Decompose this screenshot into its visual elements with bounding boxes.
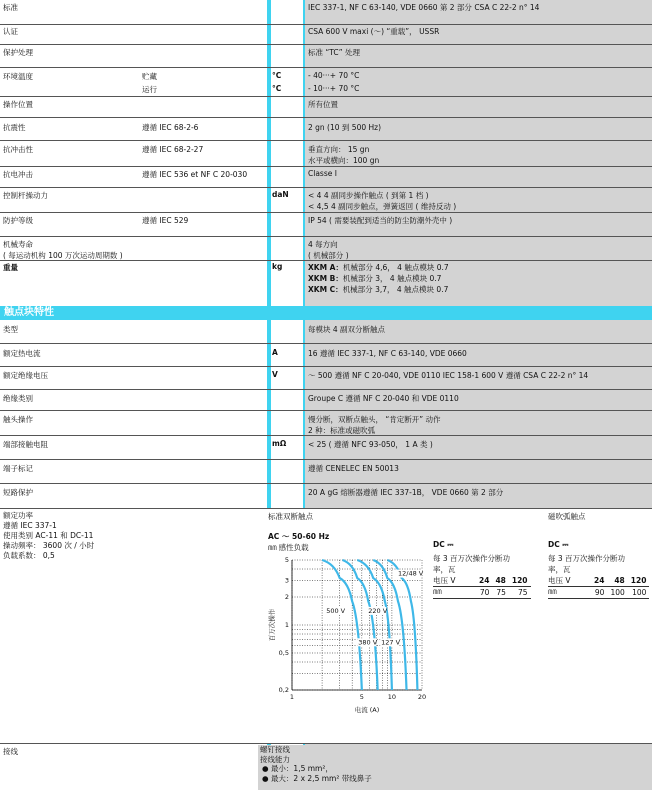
unit-insulation-voltage: V [272,370,278,379]
label-type: 类型 [3,325,18,334]
rated-power-line: 使用类别 AC-11 和 DC-11 [3,531,94,540]
dc-hdr: 电压 V [433,576,456,585]
unit-contact-resistance: mΩ [272,439,287,448]
value-contact-operation-1: 慢分断，双断点触头， “肯定断开” 动作 [308,415,441,424]
dc-watt: 100 [610,588,625,597]
dc-watt: 75 [517,588,528,597]
label-position: 操作位置 [3,100,33,109]
x-tick-label: 1 [289,693,295,701]
label-insulation-class: 绝缘类别 [3,394,33,403]
value-storage: - 40···+ 70 °C [308,71,360,80]
dc-watt: 70 [479,588,490,597]
y-tick-label: 0,5 [278,648,289,657]
row-divider [0,236,652,237]
y-tick-label: 5 [284,556,289,564]
dc-std-block [433,540,531,599]
wiring-min-text: 最小：1,5 mm²， [270,764,333,773]
curve-annotation: 12/48 V [397,569,424,578]
value-protection: 标准 “TC” 处理 [308,48,361,57]
label-wiring: 接线 [3,747,18,756]
x-tick-label: 10 [387,693,397,701]
label-contact-resistance: 端部接触电阻 [3,440,48,449]
label-protection: 保护处理 [3,48,33,57]
label-insulation-voltage: 额定绝缘电压 [3,371,48,380]
inductive-load-icon: ᗰᗰ [268,545,279,552]
y-tick-label: 1 [284,621,289,629]
value-short-circuit: 20 A gG 熔断器遵循 IEC 337-1B， VDE 0660 第 2 部分 [308,488,504,497]
row-divider [0,343,652,344]
value-certification: CSA 600 V maxi (〜) “重载”， USSR [308,27,440,36]
section-title-contact: 触点块特性 [0,306,652,320]
value-mech-life-2: ( 机械部分 ) [308,251,349,260]
inductive-load-icon: ᗰᗰ [433,588,442,596]
x-axis-label: 电流 (A) [354,706,380,714]
table-row [548,587,649,599]
row-divider [0,743,652,744]
value-lever-force-1: < 4 4 副同步操作触点 ( 到第 1 档 ) [308,191,429,200]
value-electric-shock: Classe I [308,169,337,178]
label-certification: 认证 [3,27,18,36]
unit-thermal-current: A [272,348,278,357]
label-mech-life: 机械寿命 [3,240,33,249]
dc-voltage: 24 [479,576,490,585]
row-divider [0,67,652,68]
rated-power-line: 遵循 IEC 337-1 [3,521,57,530]
inductive-load-icon: ᗰᗰ [548,588,557,596]
label-contact-operation: 触头操作 [3,415,33,424]
dc-watt: 100 [632,588,647,597]
value-insulation-class: Groupe C 遵循 NF C 20-040 和 VDE 0110 [308,394,459,403]
life-chart [262,552,434,720]
value-shock-horizontal: 水平或横向：100 gn [308,156,380,165]
row-divider [0,483,652,484]
dc-mag-desc2: 率，瓦 [548,565,571,574]
mag-contact-title: 磁吹弧触点 [548,512,586,521]
row-divider [0,212,652,213]
label-vibration: 抗震性 [3,123,26,132]
label-mech-life-2: ( 每运动机构 100 万次运动周期数 ) [3,251,123,260]
row-divider [0,117,652,118]
y-axis-label: 百万次操作 [268,608,276,642]
label-lever-force: 控制杆操动力 [3,191,48,200]
weight-model: XKM B： [308,274,343,283]
wiring-max-text: 最大：2 x 2,5 mm² 带线鼻子 [270,773,372,783]
curve-annotation: 500 V [326,606,346,615]
unit-lever-force: daN [272,190,289,199]
rated-power-line: 负载系数： 0,5 [3,551,55,560]
row-divider [0,166,652,167]
value-insulation-voltage: 〜 500 遵循 NF C 20-040, VDE 0110 IEC 158-1 600 V 遵循 CSA C 22-2 n° 14 [308,371,589,380]
row-divider [0,508,652,509]
weight-text: 机械部分 3， 4 触点模块 0.7 [342,274,442,283]
dc-watt: 75 [496,588,506,597]
bullet-icon: ● [262,764,271,773]
value-shock-vertical: 垂直方向： 15 gn [308,145,370,154]
weight-model: XKM A： [308,263,343,272]
dc-hdr: 电压 V [548,576,571,585]
wiring-title: 螺钉接线 [260,745,290,754]
dc-voltage: 24 [594,576,605,585]
label-standard: 标准 [3,3,18,12]
value-position: 所有位置 [308,100,338,109]
label-electric-shock: 抗电冲击 [3,170,33,179]
dc-voltage: 120 [511,576,528,585]
label-thermal-current: 额定热电流 [3,349,41,358]
y-tick-label: 3 [284,576,289,585]
weight-model: XKM C： [308,285,343,294]
value-standard: IEC 337-1, NF C 63-140, VDE 0660 第 2 部分 CSA C 22-2 n° 14 [308,3,540,12]
table-row [433,587,531,599]
dc-voltage: 48 [614,576,625,585]
curve-annotation: 127 V [381,638,401,647]
x-tick-label: 5 [359,693,364,701]
weight-text: 机械部分 4,6， 4 触点模块 0.7 [342,263,449,272]
value-type: 每模块 4 副双分断触点 [308,325,386,334]
dc-mag-block [548,540,649,599]
wiring-max [258,774,652,784]
rated-power-line: 操动频率： 3600 次 / 小时 [3,541,95,550]
dc-std-desc1: 每 3 百万次操作分断功 [433,554,511,563]
value-vibration: 2 gn (10 到 500 Hz) [308,123,381,132]
unit-operation: °C [272,84,282,93]
wiring-block [258,745,652,790]
ac-subtitle-text: 感性负载 [278,543,309,552]
value-contact-operation-2: 2 种：标准或磁吹弧 [308,426,376,435]
value-thermal-current: 16 遵循 IEC 337-1, NF C 63-140, VDE 0660 [308,349,467,358]
cyan-divider-2 [267,320,271,508]
label-weight: 重量 [3,263,18,272]
row-divider [0,44,652,45]
weight-xkm-b [308,273,441,284]
std-contact-title: 标准双断触点 [268,512,313,521]
y-tick-label: 2 [284,593,289,602]
label-short-circuit: 短路保护 [3,488,33,497]
sub-storage: 贮藏 [142,72,157,81]
row-divider [0,389,652,390]
weight-text: 机械部分 3,7， 4 触点模块 0.7 [342,285,449,294]
value-contact-resistance: < 25 ( 遵循 NFC 93-050， 1 A 类 ) [308,440,433,449]
dc-std-table [433,575,531,599]
sub-operation: 运行 [142,85,157,94]
dc-mag-desc1: 每 3 百万次操作分断功 [548,554,626,563]
sub-ip-rating: 遵循 IEC 529 [142,216,189,225]
label-shock: 抗冲击性 [3,145,33,154]
ac-title: AC 〜 50-60 Hz [268,532,330,541]
sub-shock: 遵循 IEC 68-2-27 [142,145,204,154]
curve-annotation: 380 V [358,638,378,647]
row-divider [0,187,652,188]
table-row [433,575,531,587]
wiring-min [258,764,652,774]
curve-annotation: 220 V [368,606,388,615]
bullet-icon: ● [262,773,271,783]
label-ambient-temp: 环境温度 [3,72,33,81]
value-mech-life-1: 4 每方向 [308,240,338,249]
sub-electric-shock: 遵循 IEC 536 et NF C 20-030 [142,170,248,179]
dc-watt: 90 [594,588,605,597]
wiring-sub: 接线能力 [260,754,290,764]
value-lever-force-2: < 4,5 4 副同步触点，弹簧返回 ( 维持反动 ) [308,202,457,211]
dc-mag-title: DC ⎓ [548,540,569,549]
unit-weight: kg [272,262,283,271]
dc-voltage: 120 [630,576,647,585]
dc-std-desc2: 率，瓦 [433,565,456,574]
value-terminal-marking: 遵循 CENELEC EN 50013 [308,464,399,473]
cyan-divider-b2 [303,320,305,508]
dc-mag-table [548,575,649,599]
label-ip-rating: 防护等级 [3,216,33,225]
row-divider [0,140,652,141]
unit-storage: °C [272,71,282,80]
dc-std-title: DC ⎓ [433,540,454,549]
row-divider [0,96,652,97]
table-row [548,575,649,587]
value-ip-rating: IP 54 ( 需要装配到适当的防尘防潮外壳中 ) [308,216,453,225]
row-divider [0,459,652,460]
y-tick-label: 0,2 [278,686,289,694]
rated-power-line: 额定功率 [3,511,33,520]
rated-power-block [3,511,94,561]
row-divider [0,410,652,411]
sub-vibration: 遵循 IEC 68-2-6 [142,123,199,132]
series-line [322,560,362,690]
value-operation: - 10···+ 70 °C [308,84,360,93]
weight-xkm-a [308,262,449,273]
weight-xkm-c [308,284,448,295]
x-tick-label: 20 [417,693,427,701]
label-terminal-marking: 端子标记 [3,464,33,473]
row-divider [0,24,652,25]
row-divider [0,366,652,367]
dc-voltage: 48 [495,576,506,585]
